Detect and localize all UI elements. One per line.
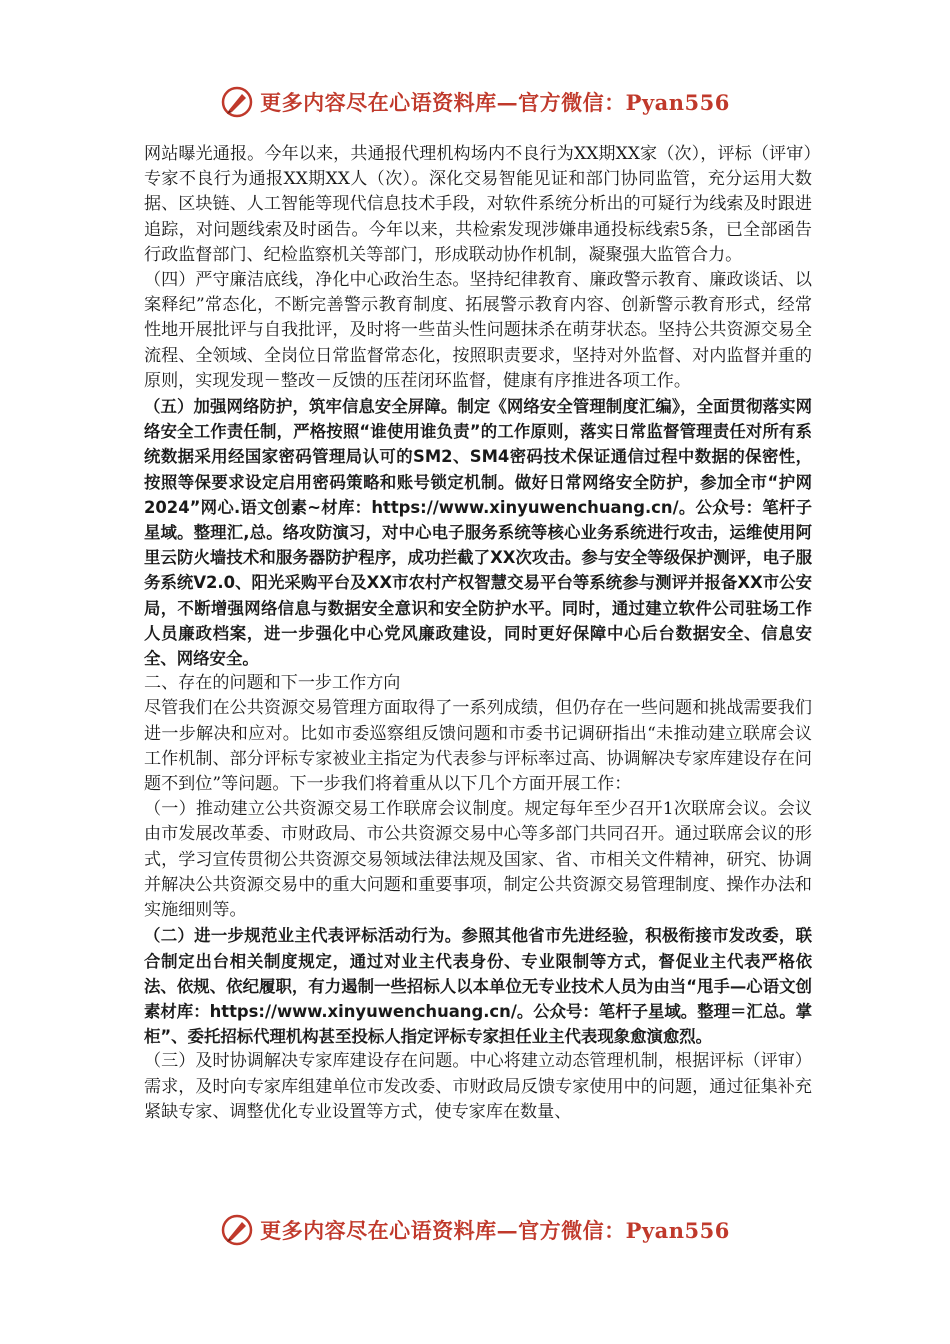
watermark-footer <box>0 1210 950 1250</box>
paragraph: （三）及时协调解决专家库建设存在问题。中心将建立动态管理机制，根据评标（评审）需求，及时向专家库组建单位市发改委、市财政局反馈专家使用中的问题，通过征集补充紧缺专家、调整优化专业设置等方式，使专家库在数量、 <box>144 1051 812 1122</box>
paragraph-bold: （五）加强网络防护，筑牢信息安全屏障。制定《网络安全管理制度汇编》，全面贯彻落实网络安全工作责任制，严格按照“谁使用谁负责”的工作原则，落实日常监督管理责任对所有系统数据采用经国家密码管理局认可的SM2、SM4密码技术保证通信过程中数据的保密性，按照等保要求设定启用密码策略和账号锁定机制。做好日常网络安全防护，参加全市“护网2024”网心.语文创素~材库：https://www.xinyuwenchuang.cn/。公众号：笔杆子星域。整理汇,总。络攻防演习，对中心电子服务系统等核心业务系统进行攻击，运维使用阿里云防火墙技术和服务器防护程序，成功拦截了XX次攻击。参与安全等级保护测评，电子服务系统V2.0、阳光采购平台及XX市农村产权智慧交易平台等系统参与测评并报备XX市公安局，不断增强网络信息与数据安全意识和安全防护水平。同时，通过建立软件公司驻场工作人员廉政档案，进一步强化中心党风廉政建设，同时更好保障中心后台数据安全、信息安全、网络安全。 <box>144 397 812 669</box>
section-heading: 二、存在的问题和下一步工作方向 <box>144 673 401 694</box>
pen-nib-icon <box>220 85 254 119</box>
pen-nib-icon <box>220 1213 254 1247</box>
paragraph: （一）推动建立公共资源交易工作联席会议制度。规定每年至少召开1次联席会议。会议由市发展改革委、市财政局、市公共资源交易中心等多部门共同召开。通过联席会议的形式，学习宣传贯彻公共资源交易领域法律法规及国家、省、市相关文件精神，研究、协调并解决公共资源交易中的重大问题和重要事项，制定公共资源交易管理制度、操作办法和实施细则等。 <box>144 799 812 921</box>
paragraph: 网站曝光通报。今年以来，共通报代理机构场内不良行为XX期XX家（次），评标（评审）专家不良行为通报XX期XX人（次）。深化交易智能见证和部门协同监管，充分运用大数据、区块链、人工智能等现代信息技术手段，对软件系统分析出的可疑行为线索及时跟进追踪，对问题线索及时函告。今年以来，共检索发现涉嫌串通投标线索5条，已全部函告行政监督部门、纪检监察机关等部门，形成联动协作机制，凝聚强大监管合力。 <box>144 144 812 265</box>
document-body <box>144 142 812 1125</box>
paragraph: （四）严守廉洁底线，净化中心政治生态。坚持纪律教育、廉政警示教育、廉政谈话、以案释纪”常态化，不断完善警示教育制度、拓展警示教育内容、创新警示教育形式，经常性地开展批评与自我批评，及时将一些苗头性问题抹杀在萌芽状态。坚持公共资源交易全流程、全领域、全岗位日常监督常态化，按照职责要求，坚持对外监督、对内监督并重的原则，实现发现－整改－反馈的压茬闭环监督，健康有序推进各项工作。 <box>144 270 812 391</box>
watermark-text: 更多内容尽在心语资料库—官方微信：Pyan556 <box>260 1218 730 1243</box>
paragraph-bold: （二）进一步规范业主代表评标活动行为。参照其他省市先进经验，积极衔接市发改委，联合制定出台相关制度规定，通过对业主代表身份、专业限制等方式，督促业主代表严格依法、依规、依纪履职，有力遏制一些招标人以本单位无专业技术人员为由当“甩手—心语文创素材库：https://www.xinyuwenchuang.cn/。公众号：笔杆子星域。整理＝汇总。掌柜”、委托招标代理机构甚至投标人指定评标专家担任业主代表现象愈演愈烈。 <box>144 926 812 1047</box>
watermark-text: 更多内容尽在心语资料库—官方微信：Pyan556 <box>260 90 730 115</box>
paragraph: 尽管我们在公共资源交易管理方面取得了一系列成绩，但仍存在一些问题和挑战需要我们进一步解决和应对。比如市委巡察组反馈问题和市委书记调研指出“未推动建立联席会议工作机制、部分评标专家被业主指定为代表参与评标率过高、协调解决专家库建设存在问题不到位”等问题。下一步我们将着重从以下几个方面开展工作： <box>144 698 812 795</box>
watermark-header <box>0 82 950 122</box>
